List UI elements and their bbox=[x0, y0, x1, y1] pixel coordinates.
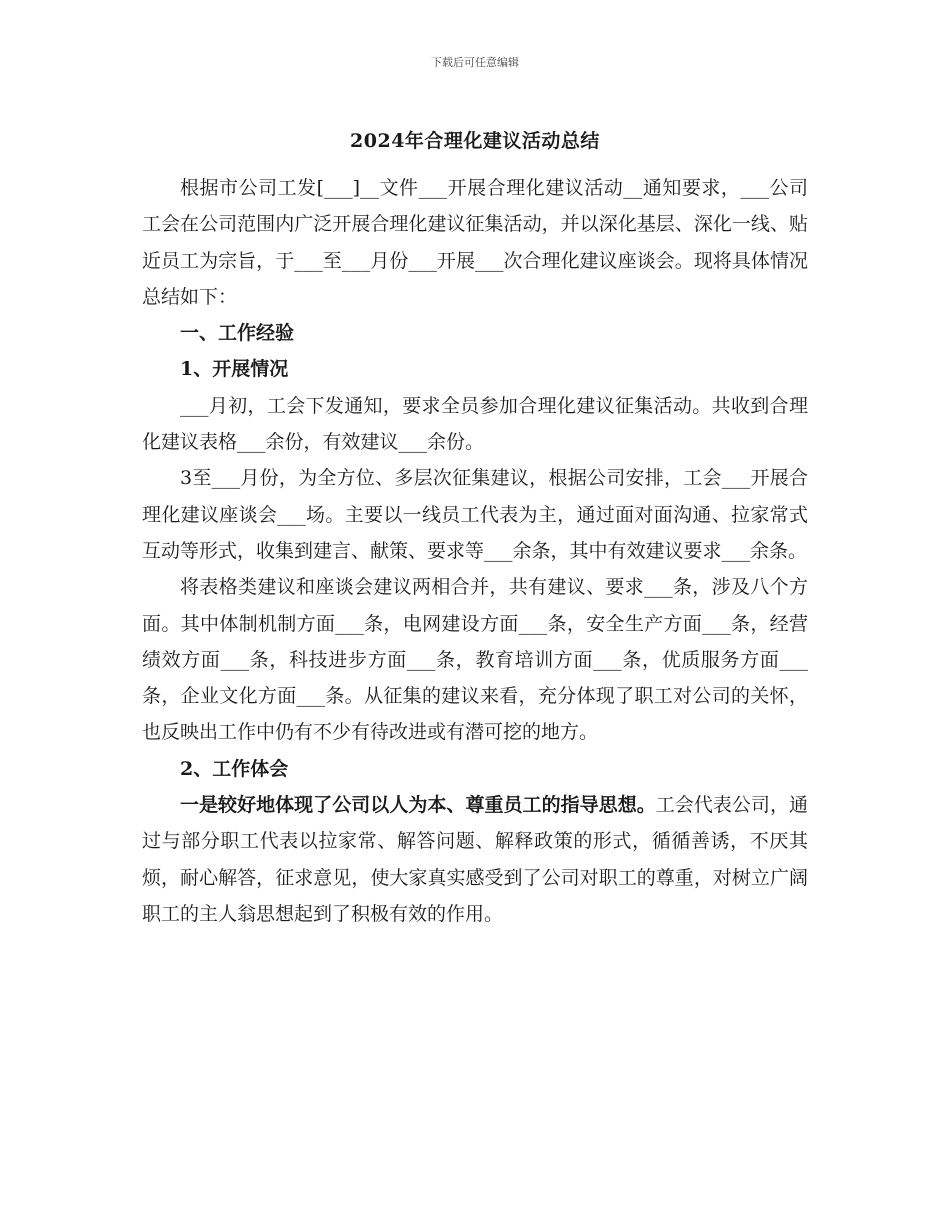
document-body bbox=[142, 170, 808, 932]
section-heading-work-experience: 一、工作经验 bbox=[180, 322, 295, 345]
experience-paragraph-1 bbox=[142, 787, 808, 932]
progress-paragraph-2: 3至___月份，为全方位、多层次征集建议，根据公司安排，工会___开展合理化建议座谈会___场。主要以一线员工代表为主，通过面对面沟通、拉家常式互动等形式，收集到建言、献策、要求等___余条，其中有效建议要求___余条。 bbox=[142, 467, 808, 562]
subsection-heading-experience: 2、工作体会 bbox=[180, 757, 289, 780]
subsection-heading-progress: 1、开展情况 bbox=[180, 358, 289, 381]
document-title: 2024年合理化建议活动总结 bbox=[350, 130, 600, 152]
intro-paragraph: 根据市公司工发[___]__文件___开展合理化建议活动__通知要求，___公司工会在公司范围内广泛开展合理化建议征集活动，并以深化基层、深化一线、贴近员工为宗旨，于___至___月份___开展___次合理化建议座谈会。现将具体情况总结如下： bbox=[142, 177, 808, 308]
header-note: 下载后可任意编辑 bbox=[431, 56, 519, 69]
progress-paragraph-1: ___月初，工会下发通知，要求全员参加合理化建议征集活动。共收到合理化建议表格___余份，有效建议___余份。 bbox=[142, 394, 808, 454]
experience-paragraph-1-lead: 一是较好地体现了公司以人为本、尊重员工的指导思想。 bbox=[180, 794, 656, 817]
experience-paragraph-1-body: 工会代表公司，通过与部分职工代表以拉家常、解答问题、解释政策的形式，循循善诱，不厌其烦，耐心解答，征求意见，使大家真实感受到了公司对职工的尊重，对树立广阔职工的主人翁思想起到了积极有效的作用。 bbox=[142, 794, 808, 925]
progress-paragraph-3: 将表格类建议和座谈会建议两相合并，共有建议、要求___条，涉及八个方面。其中体制机制方面___条，电网建设方面___条，安全生产方面___条，经营绩效方面___条，科技进步方面___条，教育培训方面___条，优质服务方面___条，企业文化方面___条。从征集的建议来看，充分体现了职工对公司的关怀，也反映出工作中仍有不少有待改进或有潜可挖的地方。 bbox=[142, 576, 808, 744]
